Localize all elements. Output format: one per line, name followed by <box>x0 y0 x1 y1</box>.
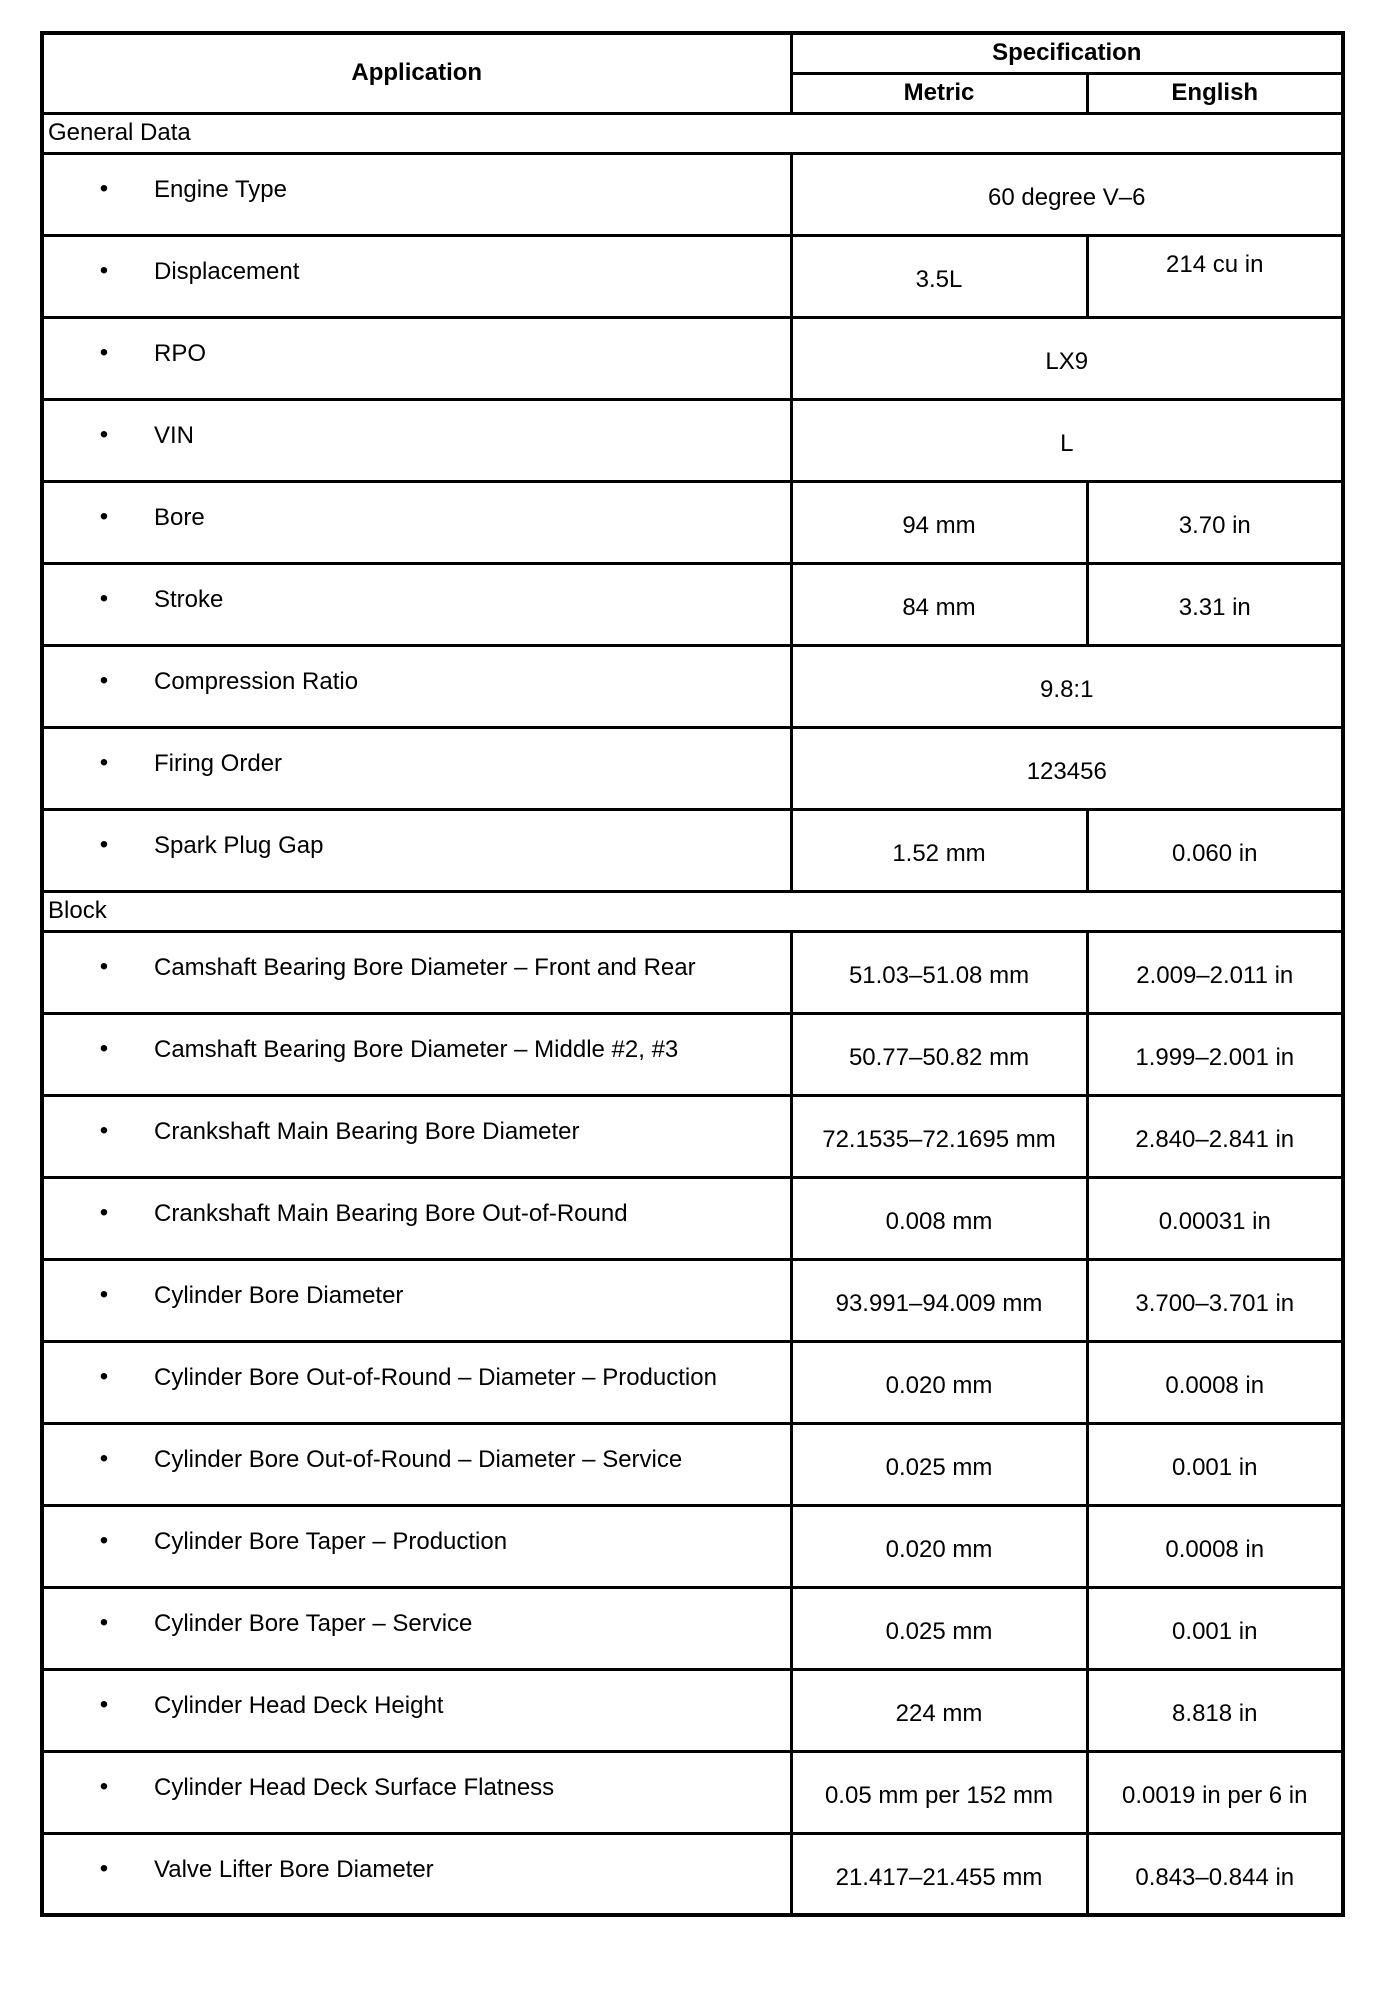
application-cell <box>42 1751 791 1833</box>
english-value <box>1087 1013 1343 1095</box>
specification-value <box>791 317 1343 399</box>
english-value-text: 8.818 in <box>1172 1700 1258 1727</box>
application-cell <box>42 1177 791 1259</box>
english-value-text: 0.0008 in <box>1165 1372 1265 1399</box>
specification-value-text: 9.8:1 <box>1040 676 1094 703</box>
english-value-text: 0.0019 in per 6 in <box>1122 1782 1308 1809</box>
bullet-icon: • <box>99 1198 109 1226</box>
application-cell <box>42 809 791 891</box>
table-row <box>42 727 1343 809</box>
application-item <box>44 1015 790 1063</box>
table-row <box>42 1341 1343 1423</box>
application-label: Cylinder Bore Out-of-Round – Diameter – Production <box>154 1363 717 1391</box>
metric-value <box>791 809 1087 891</box>
metric-value-text: 0.025 mm <box>885 1454 993 1481</box>
table-row <box>42 1423 1343 1505</box>
bullet-icon: • <box>99 1690 109 1718</box>
application-item <box>44 1097 790 1145</box>
specification-value <box>791 727 1343 809</box>
application-item <box>44 565 790 613</box>
english-value <box>1087 1095 1343 1177</box>
application-cell <box>42 1259 791 1341</box>
english-value <box>1087 1751 1343 1833</box>
bullet-icon: • <box>99 952 109 980</box>
metric-value-text: 0.020 mm <box>885 1536 993 1563</box>
application-label: Valve Lifter Bore Diameter <box>154 1855 434 1883</box>
bullet-icon: • <box>99 1362 109 1390</box>
application-label: Cylinder Bore Taper – Production <box>154 1527 508 1555</box>
english-value-text: 1.999–2.001 in <box>1135 1044 1295 1071</box>
bullet-icon: • <box>99 256 109 284</box>
english-value-text: 3.70 in <box>1178 512 1251 539</box>
metric-value-text: 21.417–21.455 mm <box>835 1863 1043 1891</box>
application-item <box>44 1261 790 1309</box>
application-item <box>44 401 790 449</box>
table-row <box>42 1013 1343 1095</box>
bullet-icon: • <box>99 1280 109 1308</box>
application-label: Firing Order <box>154 749 283 777</box>
section-header-row <box>42 113 1343 153</box>
metric-value-text: 72.1535–72.1695 mm <box>822 1126 1056 1153</box>
application-item <box>44 319 790 367</box>
application-label: Crankshaft Main Bearing Bore Out-of-Round <box>154 1199 628 1227</box>
english-value <box>1087 1423 1343 1505</box>
bullet-icon: • <box>99 502 109 530</box>
metric-value <box>791 1587 1087 1669</box>
application-cell <box>42 1341 791 1423</box>
application-label: Camshaft Bearing Bore Diameter – Middle #2, #3 <box>154 1035 679 1063</box>
metric-value-text: 94 mm <box>902 512 976 539</box>
english-value-text: 0.001 in <box>1172 1454 1258 1481</box>
specification-value <box>791 399 1343 481</box>
metric-value-text: 84 mm <box>902 594 976 621</box>
metric-value <box>791 1095 1087 1177</box>
english-value <box>1087 1177 1343 1259</box>
header-row-top <box>42 33 1343 73</box>
section-title: General Data <box>42 113 1343 153</box>
application-cell <box>42 727 791 809</box>
application-label: Spark Plug Gap <box>154 831 324 859</box>
bullet-icon: • <box>99 584 109 612</box>
bullet-icon: • <box>99 1608 109 1636</box>
english-value-text: 0.001 in <box>1172 1618 1258 1645</box>
application-cell <box>42 1587 791 1669</box>
metric-value-text: 0.05 mm per 152 mm <box>824 1782 1054 1809</box>
metric-value <box>791 1669 1087 1751</box>
application-cell <box>42 317 791 399</box>
english-value <box>1087 481 1343 563</box>
metric-value <box>791 1259 1087 1341</box>
metric-value-text: 0.025 mm <box>885 1618 993 1645</box>
bullet-icon: • <box>99 1444 109 1472</box>
table-row <box>42 235 1343 317</box>
english-value <box>1087 1259 1343 1341</box>
english-value <box>1087 1833 1343 1915</box>
application-label: RPO <box>154 339 207 367</box>
application-label: Cylinder Bore Taper – Service <box>154 1609 473 1637</box>
metric-value-text: 224 mm <box>895 1700 983 1727</box>
application-label: Cylinder Head Deck Height <box>154 1691 444 1719</box>
english-value <box>1087 563 1343 645</box>
english-value-text: 3.31 in <box>1178 594 1251 621</box>
metric-value <box>791 1423 1087 1505</box>
application-cell <box>42 153 791 235</box>
english-value-text: 0.0008 in <box>1165 1536 1265 1563</box>
metric-value <box>791 1013 1087 1095</box>
bullet-icon: • <box>99 1116 109 1144</box>
application-cell <box>42 481 791 563</box>
english-value <box>1087 809 1343 891</box>
bullet-icon: • <box>99 1526 109 1554</box>
table-row <box>42 809 1343 891</box>
application-label: Cylinder Bore Diameter <box>154 1281 404 1309</box>
metric-header: Metric <box>791 73 1087 113</box>
bullet-icon: • <box>99 1034 109 1062</box>
application-cell <box>42 1833 791 1915</box>
application-item <box>44 1179 790 1227</box>
english-value-text: 2.009–2.011 in <box>1136 962 1294 989</box>
application-cell <box>42 931 791 1013</box>
table-row <box>42 645 1343 727</box>
application-item <box>44 1671 790 1719</box>
application-label: Stroke <box>154 585 224 613</box>
application-cell <box>42 563 791 645</box>
application-label: Camshaft Bearing Bore Diameter – Front and Rear <box>154 953 696 981</box>
english-header: English <box>1087 73 1343 113</box>
english-value <box>1087 235 1343 317</box>
bullet-icon: • <box>99 1772 109 1800</box>
bullet-icon: • <box>99 1854 109 1882</box>
application-cell <box>42 1095 791 1177</box>
application-label: Displacement <box>154 257 300 285</box>
english-value-text: 214 cu in <box>1166 251 1264 278</box>
application-label: Compression Ratio <box>154 667 359 695</box>
english-value-text: 0.00031 in <box>1158 1208 1271 1235</box>
application-cell <box>42 1669 791 1751</box>
application-item <box>44 811 790 859</box>
table-row <box>42 317 1343 399</box>
metric-value <box>791 1751 1087 1833</box>
metric-value-text: 51.03–51.08 mm <box>848 962 1030 989</box>
metric-value <box>791 1833 1087 1915</box>
english-value-text: 0.843–0.844 in <box>1135 1863 1295 1891</box>
table-row <box>42 1177 1343 1259</box>
metric-value <box>791 1177 1087 1259</box>
application-item <box>44 1753 790 1801</box>
table-row <box>42 931 1343 1013</box>
metric-value <box>791 235 1087 317</box>
english-value <box>1087 1669 1343 1751</box>
bullet-icon: • <box>99 420 109 448</box>
specification-table <box>40 31 1345 1917</box>
table-row <box>42 1833 1343 1915</box>
metric-value-text: 3.5L <box>915 266 963 293</box>
metric-value-text: 50.77–50.82 mm <box>848 1044 1030 1071</box>
application-label: Cylinder Bore Out-of-Round – Diameter – Service <box>154 1445 683 1473</box>
table-row <box>42 153 1343 235</box>
application-header: Application <box>42 33 791 113</box>
specification-value-text: LX9 <box>1045 348 1089 375</box>
english-value <box>1087 931 1343 1013</box>
english-value-text: 0.060 in <box>1172 840 1258 867</box>
specification-value-text: 60 degree V–6 <box>988 184 1146 211</box>
application-cell <box>42 399 791 481</box>
metric-value <box>791 931 1087 1013</box>
specification-value-text: 123456 <box>1026 758 1107 785</box>
application-label: Crankshaft Main Bearing Bore Diameter <box>154 1117 580 1145</box>
application-item <box>44 1425 790 1473</box>
table-row <box>42 563 1343 645</box>
table-row <box>42 1669 1343 1751</box>
english-value-text: 2.840–2.841 in <box>1135 1126 1295 1153</box>
application-item <box>44 729 790 777</box>
application-cell <box>42 235 791 317</box>
application-item <box>44 1589 790 1637</box>
specification-value <box>791 153 1343 235</box>
table-row <box>42 399 1343 481</box>
application-item <box>44 237 790 285</box>
application-cell <box>42 1423 791 1505</box>
specification-header: Specification <box>791 33 1343 73</box>
english-value <box>1087 1341 1343 1423</box>
application-label: VIN <box>154 421 195 449</box>
specification-value-text: L <box>1060 430 1074 457</box>
metric-value-text: 1.52 mm <box>892 840 986 867</box>
application-item <box>44 1507 790 1555</box>
application-cell <box>42 1013 791 1095</box>
application-item <box>44 1343 790 1391</box>
table-row <box>42 481 1343 563</box>
bullet-icon: • <box>99 174 109 202</box>
table-row <box>42 1751 1343 1833</box>
specification-body <box>42 113 1343 1915</box>
application-label: Bore <box>154 503 205 531</box>
metric-value <box>791 1505 1087 1587</box>
metric-value <box>791 563 1087 645</box>
application-label: Engine Type <box>154 175 287 203</box>
metric-value-text: 0.020 mm <box>885 1372 993 1399</box>
application-cell <box>42 1505 791 1587</box>
bullet-icon: • <box>99 666 109 694</box>
table-row <box>42 1587 1343 1669</box>
table-row <box>42 1095 1343 1177</box>
bullet-icon: • <box>99 830 109 858</box>
specification-value <box>791 645 1343 727</box>
application-item <box>44 483 790 531</box>
application-item <box>44 647 790 695</box>
bullet-icon: • <box>99 338 109 366</box>
application-label: Cylinder Head Deck Surface Flatness <box>154 1773 555 1801</box>
english-value <box>1087 1505 1343 1587</box>
application-cell <box>42 645 791 727</box>
metric-value-text: 0.008 mm <box>885 1208 993 1235</box>
metric-value <box>791 1341 1087 1423</box>
section-title: Block <box>42 891 1343 931</box>
english-value-text: 3.700–3.701 in <box>1135 1290 1295 1317</box>
table-row <box>42 1259 1343 1341</box>
english-value <box>1087 1587 1343 1669</box>
section-header-row <box>42 891 1343 931</box>
metric-value-text: 93.991–94.009 mm <box>835 1290 1043 1317</box>
application-item <box>44 1835 790 1883</box>
bullet-icon: • <box>99 748 109 776</box>
application-item <box>44 155 790 203</box>
metric-value <box>791 481 1087 563</box>
application-item <box>44 933 790 981</box>
table-row <box>42 1505 1343 1587</box>
